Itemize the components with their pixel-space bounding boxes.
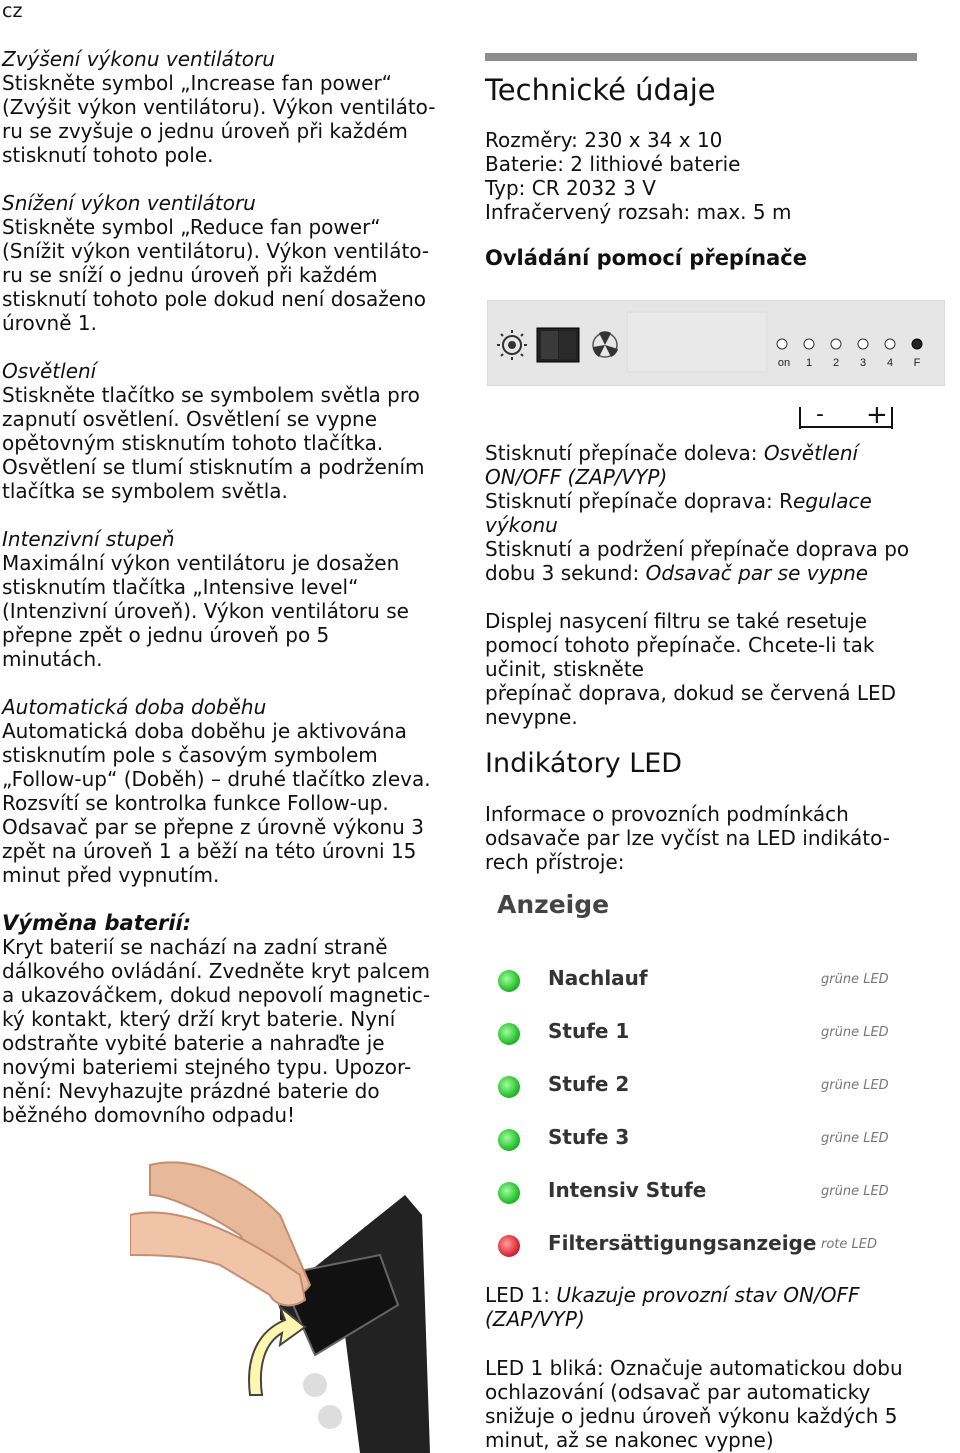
red-led-icon xyxy=(498,1235,520,1257)
battery-slot xyxy=(318,1405,342,1429)
led-f xyxy=(912,339,922,349)
text-line: ký kontakt, který drží kryt baterie. Nyní xyxy=(2,1007,396,1031)
panel-graphic xyxy=(487,300,945,386)
text-line: Stiskněte tlačítko se symbolem světla pro xyxy=(2,383,420,407)
text-line: Stiskněte symbol „Reduce fan power“ xyxy=(2,215,381,239)
rocker-switch[interactable] xyxy=(537,328,579,362)
text-line: a ukazováčkem, dokud nepovolí magnetic- xyxy=(2,983,431,1007)
text-line: Odsavač par se přepne z úrovně výkonu 3 xyxy=(2,815,424,839)
text-line: novými bateriemi stejného typu. Upozor- xyxy=(2,1055,412,1079)
green-led-icon xyxy=(498,1182,520,1204)
led-row xyxy=(496,1015,896,1055)
text-line: rech přístroje: xyxy=(485,850,625,874)
green-led-icon xyxy=(498,1023,520,1045)
text-line: odstraňte vybité baterie a nahraďte je xyxy=(2,1031,385,1055)
text-line: učinit, stiskněte xyxy=(485,657,644,681)
led-row-color: grüne LED xyxy=(821,1184,889,1199)
text-line: Stisknutí a podržení přepínače doprava po xyxy=(485,537,910,561)
led-label: 4 xyxy=(886,357,894,369)
tech-title: Technické údaje xyxy=(485,73,716,107)
text-line: nevypne. xyxy=(485,705,578,729)
led-label: on xyxy=(777,357,791,369)
led-1 xyxy=(804,339,814,349)
led-label: 1 xyxy=(805,357,813,369)
text-line: dálkového ovládání. Zvedněte kryt palcem xyxy=(2,959,430,983)
switch-title: Ovládání pomocí přepínače xyxy=(485,246,807,270)
section-title: Výměna baterií: xyxy=(2,911,192,935)
section-fan-down xyxy=(2,191,472,335)
section-title: Zvýšení výkonu ventilátoru xyxy=(2,47,275,71)
text-line: (ZAP/VYP) xyxy=(485,1307,585,1331)
text-line: Stiskněte symbol „Increase fan power“ xyxy=(2,71,393,95)
control-panel xyxy=(487,300,945,386)
text-line: stisknutí tohoto pole dokud není dosaženo xyxy=(2,287,427,311)
spec-item: Infračervený rozsah: max. 5 m xyxy=(485,200,792,224)
text-line: pomocí tohoto přepínače. Chcete-li tak xyxy=(485,633,875,657)
header-bar xyxy=(485,53,917,61)
spec-item: Typ: CR 2032 3 V xyxy=(485,176,656,200)
led1-blink-text xyxy=(485,1356,925,1452)
text-line: Stisknutí přepínače doprava: Regulace xyxy=(485,489,872,513)
text-line: minut před vypnutím. xyxy=(2,863,220,887)
led-row xyxy=(496,1121,896,1161)
battery-slot xyxy=(303,1373,327,1397)
text-line: přepne zpět o jednu úroveň po 5 xyxy=(2,623,330,647)
minus-plus-indicator xyxy=(796,407,906,437)
led-2 xyxy=(831,339,841,349)
led-title: Indikátory LED xyxy=(485,748,683,779)
text-line: „Follow-up“ (Doběh) – druhé tlačítko zleva. xyxy=(2,767,431,791)
led-row xyxy=(496,1068,896,1108)
spec-item: Baterie: 2 lithiové baterie xyxy=(485,152,741,176)
text-line: ON/OFF (ZAP/VYP) xyxy=(485,465,668,489)
section-intensive xyxy=(2,527,472,671)
filter-reset-text xyxy=(485,609,925,729)
text-line: LED 1: Ukazuje provozní stav ON/OFF xyxy=(485,1283,860,1307)
text-line: Automatická doba doběhu je aktivována xyxy=(2,719,407,743)
text-line: LED 1 bliká: Označuje automatickou dobu xyxy=(485,1356,903,1380)
text-line: tlačítka se symbolem světla. xyxy=(2,479,288,503)
switch-description xyxy=(485,441,925,585)
section-title: Automatická doba doběhu xyxy=(2,695,267,719)
text-line: (Intenzivní úroveň). Výkon ventilátoru se xyxy=(2,599,409,623)
led-row-name: Stufe 2 xyxy=(548,1072,630,1096)
language-code: cz xyxy=(2,0,23,22)
text-line: stisknutím pole s časovým symbolem xyxy=(2,743,378,767)
led-row-color: grüne LED xyxy=(821,1025,889,1040)
display-window xyxy=(627,312,767,372)
text-line: výkonu xyxy=(485,513,558,537)
led-row-name: Stufe 1 xyxy=(548,1019,630,1043)
section-title: Snížení výkon ventilátoru xyxy=(2,191,256,215)
battery-cover-photo xyxy=(130,1155,460,1453)
text-line: minutách. xyxy=(2,647,103,671)
text-line: stisknutí tohoto pole. xyxy=(2,143,214,167)
led-row-color: grüne LED xyxy=(821,1078,889,1093)
text-line: (Zvýšit výkon ventilátoru). Výkon ventiláto- xyxy=(2,95,436,119)
text-line: (Snížit výkon ventilátoru). Výkon ventiláto- xyxy=(2,239,430,263)
green-led-icon xyxy=(498,1076,520,1098)
section-fan-up xyxy=(2,47,472,167)
text-line: úrovně 1. xyxy=(2,311,97,335)
led-row xyxy=(496,1174,896,1214)
text-line: ru se sníží o jednu úroveň při každém xyxy=(2,263,378,287)
text-line: Osvětlení se tlumí stisknutím a podržením xyxy=(2,455,425,479)
led-row-name: Nachlauf xyxy=(548,966,648,990)
text-line: opětovným stisknutím tohoto tlačítka. xyxy=(2,431,384,455)
text-line: Informace o provozních podmínkách xyxy=(485,802,849,826)
arrow-up-icon xyxy=(249,1307,305,1395)
section-title: Osvětlení xyxy=(2,359,97,383)
led-row-name: Filtersättigungsanzeige xyxy=(548,1231,817,1255)
text-line: Displej nasycení filtru se také resetuje xyxy=(485,609,868,633)
text-line: běžného domovního odpadu! xyxy=(2,1103,296,1127)
led-4 xyxy=(885,339,895,349)
text-line: Maximální výkon ventilátoru je dosažen xyxy=(2,551,400,575)
spec-item: Rozměry: 230 x 34 x 10 xyxy=(485,128,723,152)
led-info-text xyxy=(485,802,925,874)
led-row-name: Stufe 3 xyxy=(548,1125,630,1149)
text-line: zapnutí osvětlení. Osvětlení se vypne xyxy=(2,407,378,431)
text-line: Stisknutí přepínače doleva: Osvětlení xyxy=(485,441,859,465)
text-line: nění: Nevyhazujte prázdné baterie do xyxy=(2,1079,380,1103)
text-line: minut, až se nakonec vypne) xyxy=(485,1428,774,1452)
led-row-name: Intensiv Stufe xyxy=(548,1178,707,1202)
section-title: Intenzivní stupeň xyxy=(2,527,175,551)
led-row-color: grüne LED xyxy=(821,972,889,987)
led-row xyxy=(496,962,896,1002)
section-followup xyxy=(2,695,472,887)
text-line: snižuje o jednu úroveň výkonu každých 5 xyxy=(485,1404,898,1428)
led1-text xyxy=(485,1283,925,1331)
left-column xyxy=(2,47,472,1151)
anzeige-title: Anzeige xyxy=(497,890,610,919)
led-row-color: grüne LED xyxy=(821,1131,889,1146)
text-line: Rozsvítí se kontrolka funkce Follow-up. xyxy=(2,791,389,815)
text-line: ochlazování (odsavač par automaticky xyxy=(485,1380,871,1404)
text-line: dobu 3 sekund: Odsavač par se vypne xyxy=(485,561,869,585)
led-3 xyxy=(858,339,868,349)
led-on xyxy=(777,339,787,349)
plus-label: + xyxy=(866,407,888,430)
green-led-icon xyxy=(498,1129,520,1151)
led-label: F xyxy=(913,357,921,369)
text-line: přepínač doprava, dokud se červená LED xyxy=(485,681,897,705)
minus-label: - xyxy=(816,407,824,427)
led-label: 2 xyxy=(832,357,840,369)
section-battery xyxy=(2,911,472,1127)
text-line: odsavače par lze vyčíst na LED indikáto- xyxy=(485,826,890,850)
led-row xyxy=(496,1227,896,1267)
text-line: stisknutím tlačítka „Intensive level“ xyxy=(2,575,359,599)
text-line: zpět na úroveň 1 a běží na této úrovni 15 xyxy=(2,839,417,863)
text-line: ru se zvyšuje o jednu úroveň při každém xyxy=(2,119,408,143)
led-row-color: rote LED xyxy=(821,1237,877,1252)
specs-list xyxy=(485,128,925,224)
text-line: Kryt baterií se nachází na zadní straně xyxy=(2,935,388,959)
section-light xyxy=(2,359,472,503)
green-led-icon xyxy=(498,970,520,992)
led-label: 3 xyxy=(859,357,867,369)
